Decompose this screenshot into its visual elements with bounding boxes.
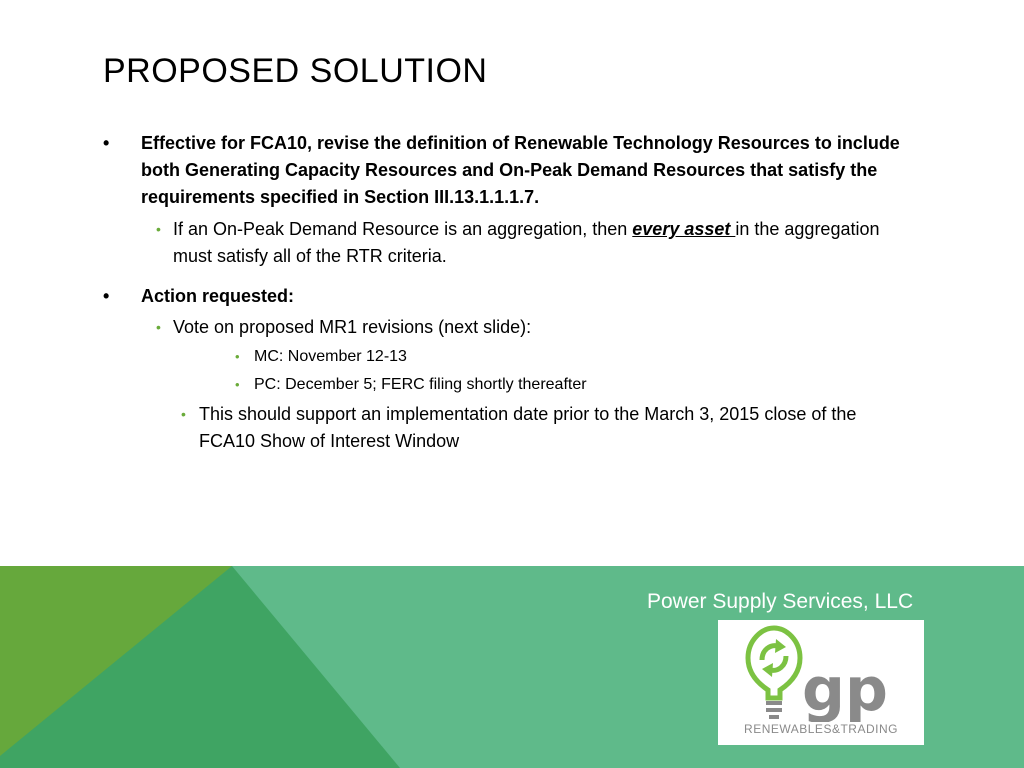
logo-wordmark: gp [802,655,888,722]
sub-bullet-dot: • [235,349,240,364]
sub-bullet-text: This should support an implementation date prior to the March 3, 2015 close of the FCA10 Show of Interest Window [199,404,857,451]
sub-bullet-text: MC: November 12-13 [254,348,407,365]
sub-bullet-implementation [181,401,901,457]
sub-bullet-dot: • [235,377,240,392]
sub-bullet-dot: • [156,319,161,335]
sub-bullet-text: PC: December 5; FERC filing shortly thereafter [254,376,587,393]
company-logo [718,620,924,745]
logo-tagline: RENEWABLES&TRADING [744,722,898,736]
sub-bullet-text: Vote on proposed MR1 revisions (next slide): [173,317,532,337]
sub-bullet-text [173,216,893,270]
bullet-effective-fca10 [103,130,923,211]
emphasis-every-asset: every asset [632,219,736,239]
sub-bullet-dot: • [181,406,186,422]
sub-text-after: in the aggregation must satisfy all of the RTR criteria. [173,219,880,266]
sub-bullet-aggregation [156,216,896,270]
bullet-dot: • [103,133,110,153]
sub-bullet-dot: • [156,221,161,237]
bullet-action-requested [103,283,923,310]
bullet-dot: • [103,286,110,306]
company-name: Power Supply Services, LLC [647,590,914,613]
lightbulb-recycle-icon [718,620,924,722]
sub-text-before: If an On-Peak Demand Resource is an aggregation, then [173,219,633,239]
slide-title: PROPOSED SOLUTION [103,52,488,90]
sub-bullet-mc [235,343,735,371]
sub-bullet-vote [156,314,856,341]
bullet-text: Effective for FCA10, revise the definition of Renewable Technology Resources to include both Generating Capacity Resources and On-Peak Demand Resources that satisfy the requirements specified in Section III.13.1.1.1.7. [141,133,900,207]
sub-bullet-pc [235,371,735,399]
bullet-text: Action requested: [141,286,295,306]
